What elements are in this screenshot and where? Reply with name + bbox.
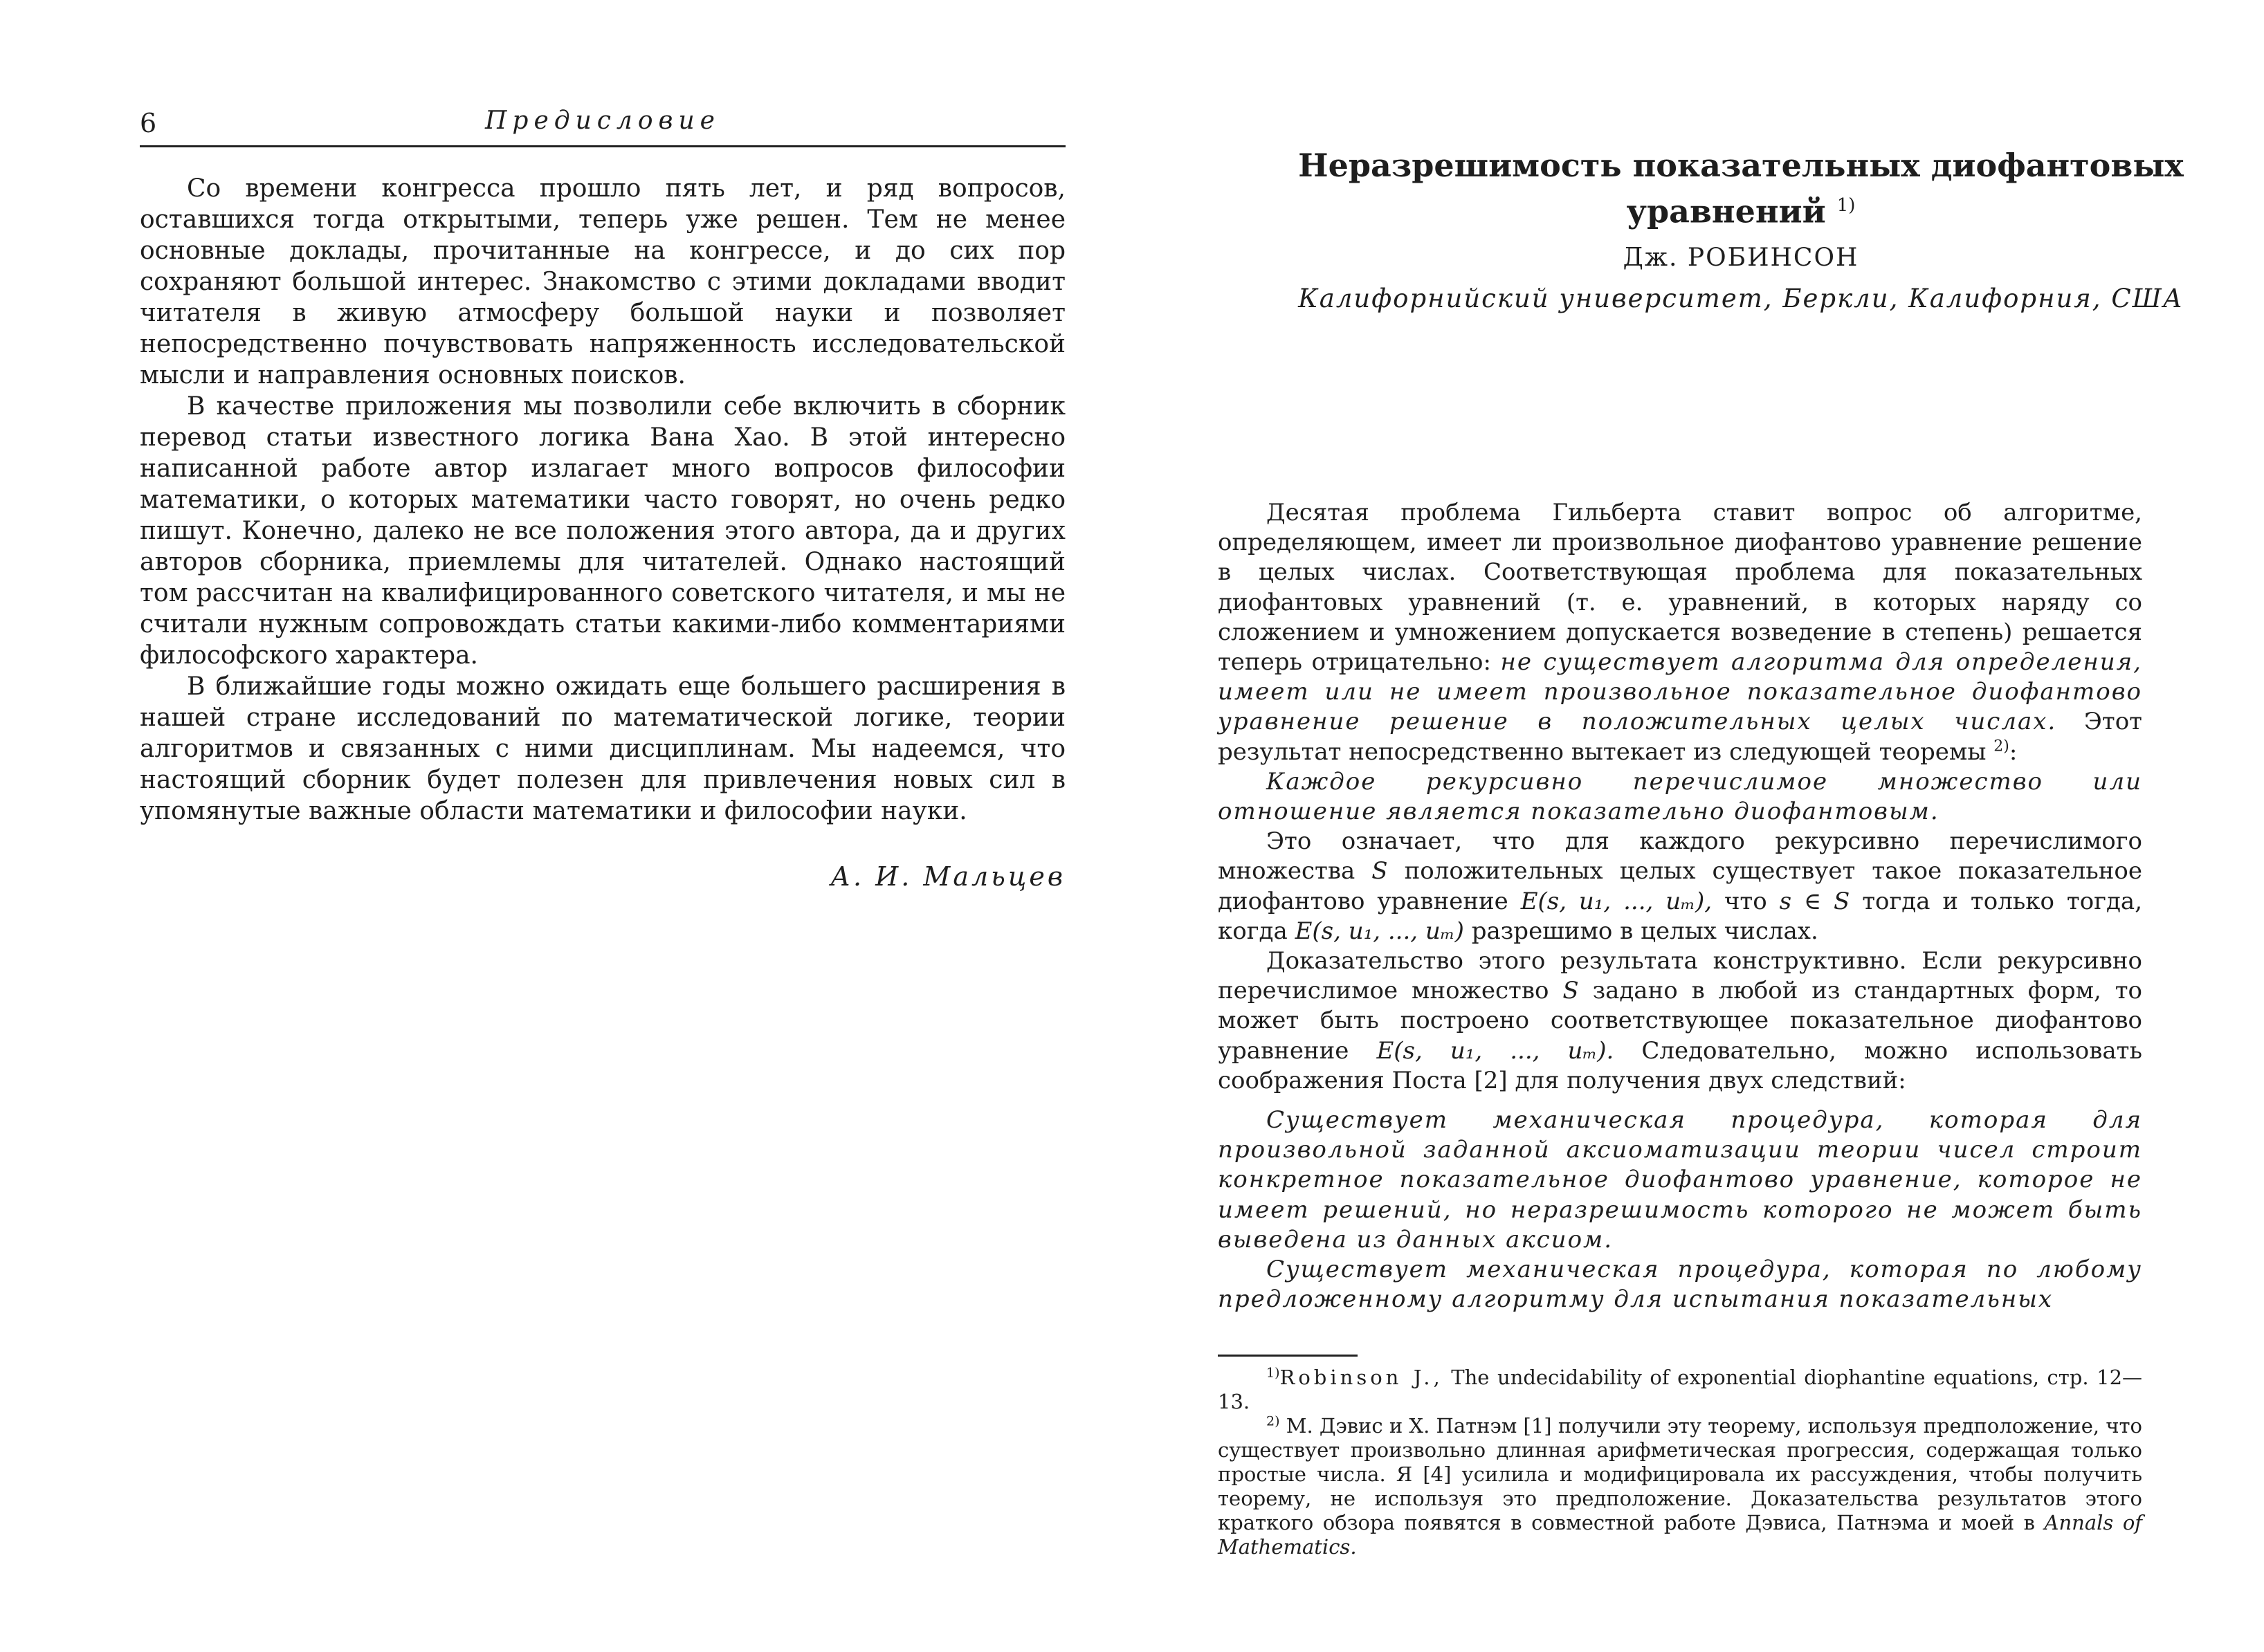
footnote-mark: 2) [1266, 1413, 1280, 1429]
right-page [1132, 0, 2264, 1652]
meaning-text: разрешимо в целых числах. [1471, 917, 1818, 945]
corollary-1: Существует механическая процедура, которая для произвольной заданной аксиоматизации теории чисел строит конкретное показательное диофантово уравнение, которое не имеет решений, но неразрешимость которого не может быть выведена из данных аксиом. [1218, 1106, 2142, 1254]
preface-paragraph: В качестве приложения мы позволили себе включить в сборник перевод статьи известного логика Вана Хао. В этой интересно написанной работе автор излагает много вопросов философии математики, о которых математики часто говорят, но очень редко пишут. Конечно, далеко не все положения этого автора, да и других авторов сборника, приемлемы для читателей. Однако настоящий том рассчитан на квалифицированного советского читателя, и мы не считали нужным сопровождать статьи какими-либо комментариями философского характера. [140, 392, 1066, 670]
proof-text: задано в любой из стандартных форм, то может быть построено соответствующее показательное диофантово уравнение [1218, 977, 2143, 1065]
intro-text-end: Этот результат непосредственно вытекает из следующей теоремы [1218, 708, 2142, 766]
meaning-text: тогда и только тогда, когда [1218, 887, 2143, 945]
page-number: 6 [140, 108, 157, 138]
footnote-rule [1218, 1355, 1358, 1357]
running-head: Предисловие [485, 107, 720, 135]
meaning-text: Это означает, что для каждого рекурсивно перечислимого множества [1218, 827, 2142, 885]
footnote-2 [1218, 1414, 2142, 1559]
corollary-2: Существует механическая процедура, которая по любому предложенному алгоритму для испытания показательных [1218, 1256, 2142, 1314]
theorem: Каждое рекурсивно перечислимое множество или отношение является показательно диофантовым. [1218, 767, 2142, 826]
proof-text: Следовательно, можно использовать соображения Поста [2] для получения двух следствий: [1218, 1036, 2142, 1094]
journal-name: Annals of Mathematics. [1218, 1511, 2143, 1559]
footnote-1 [1218, 1366, 2142, 1414]
set-symbol: S [1371, 857, 1388, 885]
title-text: Неразрешимость показательных диофантовых уравнений [1298, 147, 2184, 230]
affiliation: Калифорнийский университет, Беркли, Калифорния, США [1298, 284, 2184, 313]
title-footnote-mark: 1) [1836, 195, 1856, 216]
footnote-text: М. Дэвис и Х. Патнэм [1] получили эту теорему, используя предположение, что существует произвольно длинная арифметическая прогрессия, содержащая только простые числа. Я [4] усилила и модифицировала их рассуждения, чтобы получить теорему, не используя это предположение. Доказательства результатов этого краткого обзора появятся в совместной работе Дэвиса, Патнэма и моей в [1218, 1414, 2143, 1534]
footnote-mark: 1) [1266, 1365, 1280, 1381]
intro-emphasis: не существует алгоритма для определения, имеет или не имеет произвольное показательное диофантово уравнение решение в положительных целых числах. [1218, 648, 2142, 736]
meaning-text: что [1724, 887, 1767, 915]
page-header [140, 105, 1066, 147]
preface-paragraph: В ближайшие годы можно ожидать еще большего расширения в нашей стране исследований по математической логике, теории алгоритмов и связанных с ними дисциплинам. Мы надеемся, что настоящий сборник будет полезен для привлечения новых сил в упомянутые важные области математики и философии науки. [140, 672, 1066, 825]
intro-text: Десятая проблема Гильберта ставит вопрос об алгоритме, определяющем, имеет ли произвольное диофантово уравнение решение в целых числах. Соответствующая проблема для показательных диофантовых уравнений (т. е. уравнений, в которых наряду со сложением и умножением допускается возведение в степень) решается теперь отрицательно: [1218, 499, 2142, 677]
author: Дж. РОБИНСОН [1623, 244, 1859, 272]
preface-paragraph: Со времени конгресса прошло пять лет, и ряд вопросов, оставшихся тогда открытыми, теперь уже решен. Тем не менее основные доклады, прочитанные на конгрессе, и до сих пор сохраняют большой интерес. Знакомство с этими докладами вводит читателя в живую атмосферу большой науки и позволяет непосредственно почувствовать напряженность исследовательской мысли и направления основных поисков. [140, 174, 1066, 389]
intro-colon: : [2009, 737, 2018, 766]
equation: E(s, u₁, ..., uₘ), [1520, 887, 1713, 915]
signature: А. И. Мальцев [830, 861, 1066, 892]
article-body [1218, 498, 2142, 1314]
proof-paragraph [1218, 946, 2142, 1096]
footnote-text: The undecidability of exponential diophantine equations, стр. 12—13. [1218, 1366, 2143, 1413]
footnotes [1218, 1366, 2142, 1559]
set-symbol: S [1562, 977, 1579, 1005]
intro-paragraph [1218, 498, 2142, 767]
equation: E(s, u₁, ..., uₘ) [1295, 917, 1464, 945]
proof-text: Доказательство этого результата конструктивно. Если рекурсивно перечислимое множество [1218, 947, 2142, 1005]
footnote-mark: 2) [1993, 737, 2009, 755]
footnote-author: Robinson J., [1279, 1366, 1443, 1389]
equation: E(s, u₁, ..., uₘ). [1376, 1036, 1614, 1065]
article-title [1257, 145, 2225, 231]
meaning-paragraph [1218, 827, 2142, 946]
meaning-text: положительных целых существует такое показательное диофантово уравнение [1218, 857, 2142, 915]
membership: s ∈ S [1779, 887, 1850, 915]
preface-text [140, 173, 1066, 827]
